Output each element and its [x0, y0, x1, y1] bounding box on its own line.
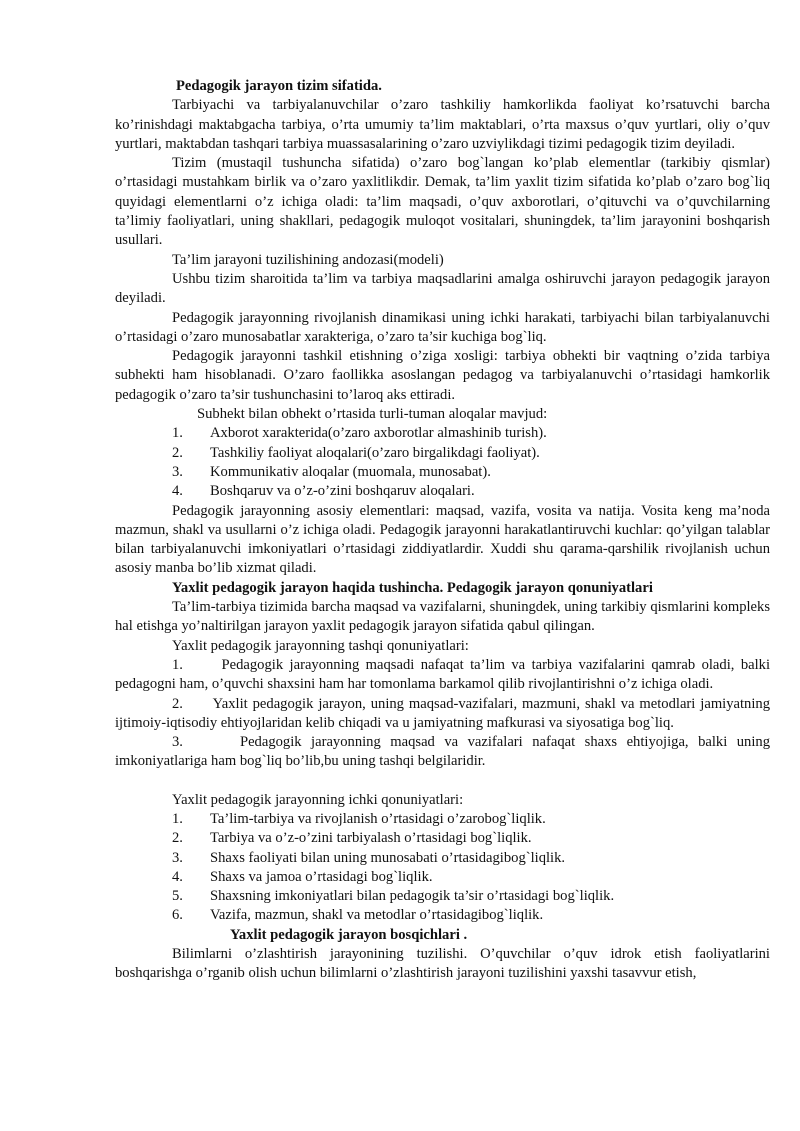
list-text: Kommunikativ aloqalar (muomala, munosabat).: [210, 463, 491, 480]
list-item: [115, 868, 770, 887]
document-body: [115, 77, 770, 984]
list-number: 1.: [172, 810, 183, 827]
list-item: [115, 810, 770, 829]
numbered-paragraph: [115, 733, 770, 772]
paragraph: Pedagogik jarayonning asosiy elementlari: maqsad, vazifa, vosita va natija. Vosita keng ma’noda mazmun, shakl va usullarni o’z ichiga oladi. Pedagogik jarayonni harakatlantiruvchi kuchlar: qo’yilgan talablar bilan tarbiyalanuvchi imkoniyatlari o’rtasidagi ziddiyatlardir. Xuddi shu qarama-qarshilik rivojlanish uchun asosiy manba bo’lib xizmat qiladi.: [115, 502, 770, 577]
list-text: Tashkiliy faoliyat aloqalari(o’zaro birgalikdagi faoliyat).: [210, 444, 540, 461]
list-number: 3.: [172, 463, 183, 480]
list-text: Ta’lim-tarbiya va rivojlanish o’rtasidagi o’zarobog`liqlik.: [210, 810, 546, 827]
list-number: 4.: [172, 483, 183, 500]
list-number: 1.: [172, 425, 183, 442]
list-text: Axborot xarakterida(o’zaro axborotlar almashinib turish).: [210, 425, 547, 442]
list-item: [115, 906, 770, 925]
paragraph: Tizim (mustaqil tushuncha sifatida) o’zaro bog`langan ko’plab elementlar (tarkibiy qismlar) o’rtasidagi mustahkam birlik va o’zaro yaxlitlikdir. Demak, ta’lim yaxlit tizim sifatida ko’plab o’zaro bog`liq quyidagi elementlarni o’z ichiga oladi: ta’lim maqsadi, o’quv axborotlari, o’qituvchi va o’quvchilarning ta’limiy faoliyatlari, uning shakllari, pedagogik muloqot vositalari, shuningdek, ta’lim jarayonini boshqarish usullari.: [115, 155, 770, 249]
paragraph: Yaxlit pedagogik jarayonning tashqi qonuniyatlari:: [172, 637, 469, 654]
paragraph: Pedagogik jarayonni tashkil etishning o’ziga xosligi: tarbiya obhekti bir vaqtning o’zida tarbiya subhekti ham hisoblanadi. O’zaro faollikka asoslangan pedagog va tarbiyalanuvchi o’rtasidagi hamkorlik pedagogik o’zaro ta’sir tushunchasini to’laroq aks ettiradi.: [115, 348, 770, 403]
list-item: [115, 424, 770, 443]
section-heading: Yaxlit pedagogik jarayon bosqichlari .: [230, 926, 468, 943]
list-item: [115, 887, 770, 906]
list-item: [115, 444, 770, 463]
list-number: 4.: [172, 868, 183, 885]
list-text: Shaxs faoliyati bilan uning munosabati o’rtasidagibog`liqlik.: [210, 849, 566, 866]
list-number: 2.: [172, 830, 183, 847]
list-text: Vazifa, mazmun, shakl va metodlar o’rtasidagibog`liqlik.: [210, 907, 544, 924]
paragraph: Ushbu tizim sharoitida ta’lim va tarbiya maqsadlarini amalga oshiruvchi jarayon pedagogik jarayon deyiladi.: [115, 270, 770, 307]
list-number: 3.: [172, 734, 183, 751]
section-heading: Yaxlit pedagogik jarayon haqida tushincha. Pedagogik jarayon qonuniyatlari: [172, 579, 653, 596]
paragraph: Pedagogik jarayonning rivojlanish dinamikasi uning ichki harakati, tarbiyachi bilan tarbiyalanuvchi o’rtasidagi o’zaro munosabatlar xarakteriga, o’zaro ta’sir kuchiga bog`liq.: [115, 309, 770, 345]
list-text: Shaxsning imkoniyatlari bilan pedagogik ta’sir o’rtasidagi bog`liqlik.: [210, 888, 615, 905]
numbered-paragraph: [115, 695, 770, 734]
list-text: Pedagogik jarayonning maqsad va vazifalari nafaqat shaxs ehtiyojiga, balki uning imkoniyatlariga ham bog`liq bo’lib,bu uning tashqi belgilaridir.: [115, 734, 770, 770]
list-number: 3.: [172, 849, 183, 866]
list-number: 2.: [172, 444, 183, 461]
list-text: Shaxs va jamoa o’rtasidagi bog`liqlik.: [210, 868, 433, 885]
list-text: Boshqaruv va o’z-o’zini boshqaruv aloqalari.: [210, 483, 475, 500]
list-item: [115, 482, 770, 501]
paragraph: Ta’lim jarayoni tuzilishining andozasi(modeli): [172, 251, 444, 268]
paragraph: Bilimlarni o’zlashtirish jarayonining tuzilishi. O’quvchilar o’quv idrok etish faoliyatlarini boshqarishga o’rganib olish uchun bilimlarni o’zlashtirish jarayoni tuzilishini yaxshi tasavvur etish,: [115, 946, 770, 982]
list-number: 5.: [172, 888, 183, 905]
numbered-paragraph: [115, 656, 770, 695]
list-text: Pedagogik jarayonning maqsadi nafaqat ta’lim va tarbiya vazifalarini qamrab oladi, balki pedagogni ham, o’quvchi shaxsini ham har tomonlama barkamol qilib rivojlantirishni o’z ichiga oladi.: [115, 656, 771, 693]
list-item: [115, 463, 770, 482]
list-item: [115, 849, 770, 868]
list-text: Yaxlit pedagogik jarayon, uning maqsad-vazifalari, mazmuni, shakl va metodlari jamiyatning ijtimoiy-iqtisodiy ehtiyojlaridan kelib chiqadi va u jamiyatning mafkurasi va siyosatiga bog`liq.: [115, 695, 771, 731]
paragraph: Subhekt bilan obhekt o’rtasida turli-tuman aloqalar mavjud:: [197, 406, 548, 423]
list-number: 2.: [172, 695, 183, 712]
list-item: [115, 829, 770, 848]
section-title: Pedagogik jarayon tizim sifatida.: [176, 78, 382, 94]
paragraph: Ta’lim-tarbiya tizimida barcha maqsad va vazifalarni, shuningdek, uning tarkibiy qismlarini kompleks hal etishga yo’naltirilgan jarayon yaxlit pedagogik jarayon sifatida qabul qilingan.: [115, 599, 770, 635]
list-number: 1.: [172, 656, 183, 673]
paragraph: Yaxlit pedagogik jarayonning ichki qonuniyatlari:: [172, 791, 464, 808]
paragraph: Tarbiyachi va tarbiyalanuvchilar o’zaro tashkiliy hamkorlikda faoliyat ko’rsatuvchi barcha ko’rinishdagi maktabgacha tarbiya, o’rta umumiy ta’lim maktablari, o’rta maxsus o’quv yurtlari, oliy o’quv yurtlari, maktabdan tashqari tarbiya muassasalarining o’zaro uzviylikdagi tizimi pedagogik tizim deyiladi.: [115, 97, 770, 152]
list-text: Tarbiya va o’z-o’zini tarbiyalash o’rtasidagi bog`liqlik.: [210, 830, 532, 847]
blank-line: [115, 772, 770, 791]
list-number: 6.: [172, 907, 183, 924]
